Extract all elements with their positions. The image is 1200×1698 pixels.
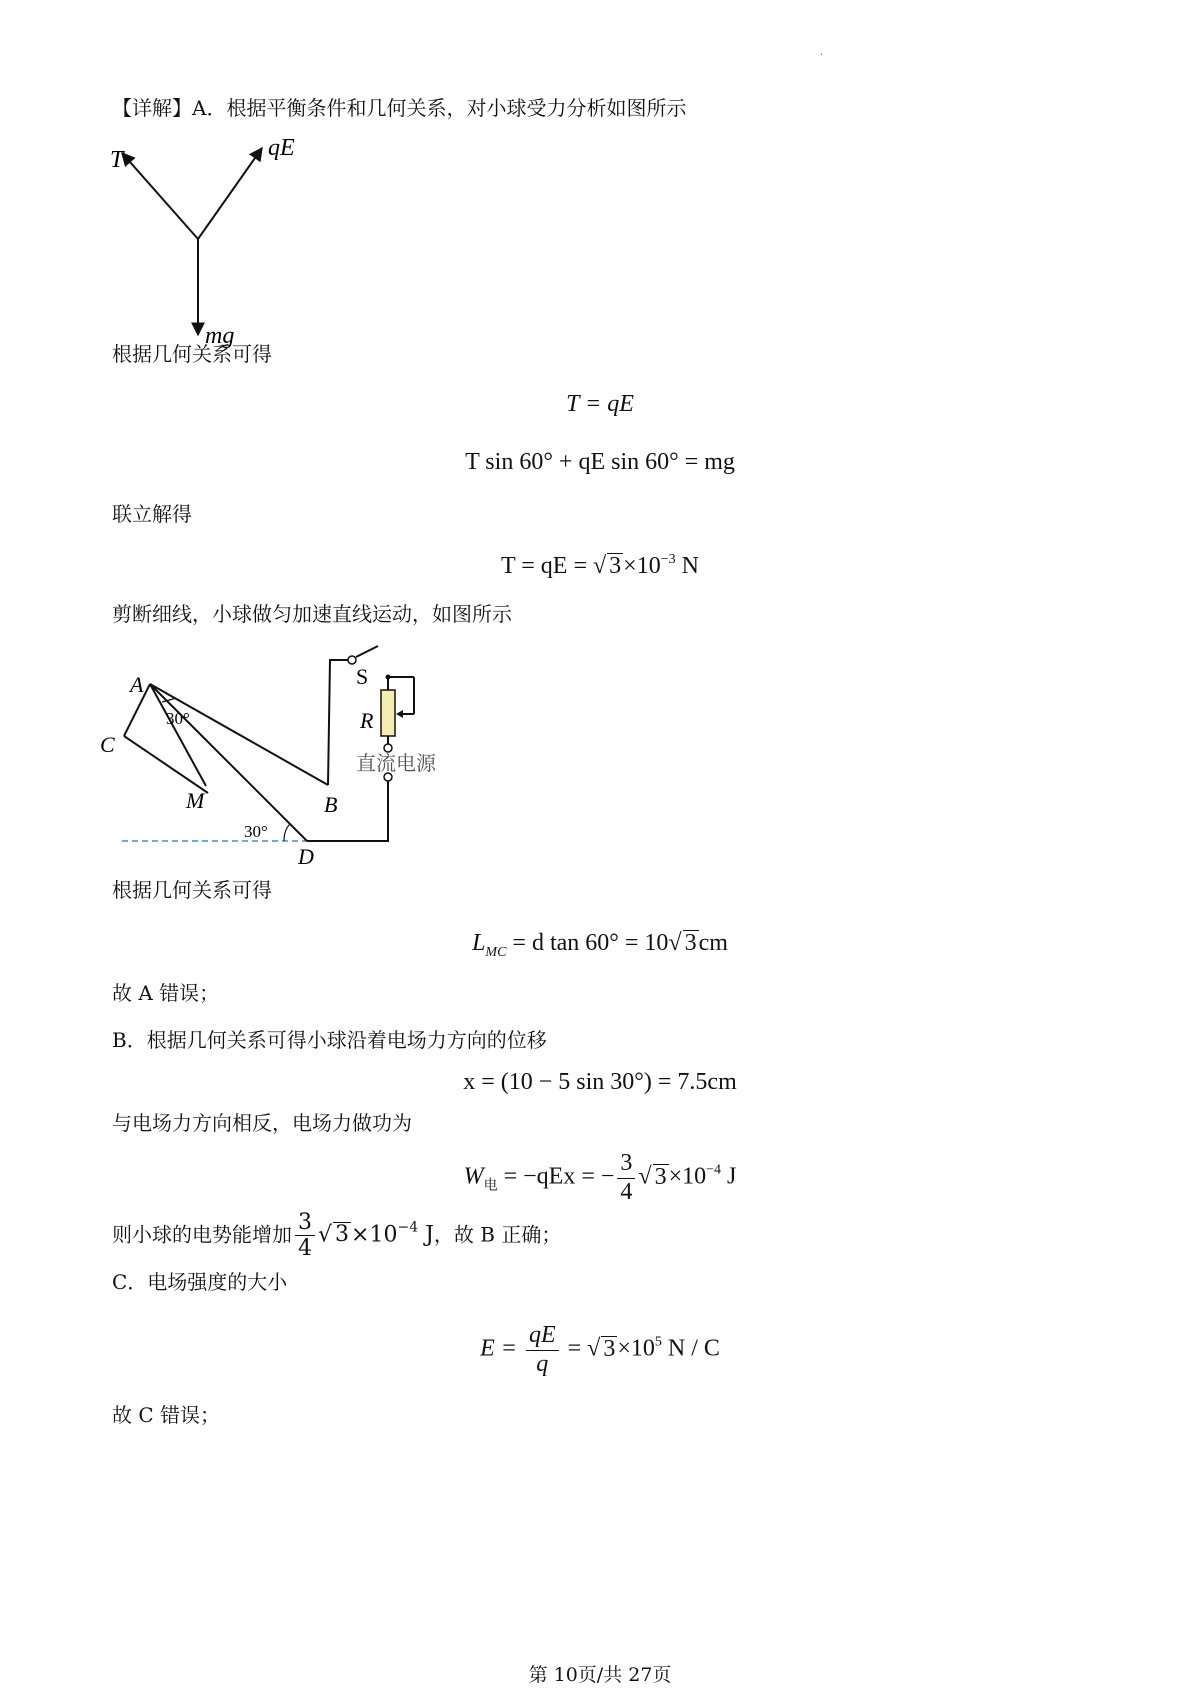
angle-label-A: 30°	[166, 709, 190, 728]
switch-terminal-left	[348, 656, 356, 664]
equation-1: T = qE	[566, 391, 634, 417]
page-number: 第 10页/共 27页	[528, 1664, 672, 1686]
text-opposite-direction: 与电场力方向相反，电场力做功为	[112, 1111, 412, 1135]
text-c-wrong: 故 C 错误；	[112, 1403, 221, 1427]
label-A: A	[130, 672, 144, 697]
text-cut-string: 剪断细线，小球做匀加速直线运动，如图所示	[112, 602, 512, 626]
electric-force-arrow	[198, 148, 262, 239]
line-CM	[124, 736, 208, 793]
label-T: T	[110, 147, 124, 173]
angle-label-D: 30°	[244, 822, 268, 841]
label-M: M	[186, 788, 205, 813]
label-B: B	[324, 792, 338, 817]
text-a-wrong: 故 A 错误；	[112, 981, 220, 1005]
equation-6: $W_电 = -qEx$ = − $\frac{3}{4}$ √ $3\times 10^{-4}$ J	[463, 1150, 737, 1205]
label-R: R	[360, 708, 374, 733]
rheostat-body	[381, 690, 395, 736]
wire-B-S	[328, 660, 348, 785]
equation-7: E = $\frac{qE}{q}$ = √ $3\times 10^5$ N / C	[480, 1322, 720, 1377]
plate-AD	[150, 684, 307, 841]
switch-blade	[356, 646, 378, 657]
source-terminal-top	[384, 744, 392, 752]
circuit-diagram	[100, 640, 470, 875]
tension-arrow	[122, 153, 198, 239]
text-joint-solve: 联立解得	[112, 502, 192, 526]
angle-arc-D	[284, 824, 290, 841]
label-mg: mg	[205, 323, 235, 349]
text-geometry-2: 根据几何关系可得	[112, 878, 272, 902]
wire-source-D	[307, 781, 388, 841]
text-b-conclusion: 则小球的电势能增加 $\frac{3}{4}$ √ $3\times 10^{-4}$ J，故 B 正确；	[112, 1210, 562, 1262]
text-geometry-1: 根据几何关系可得	[112, 342, 272, 366]
label-qE: qE	[268, 135, 295, 161]
force-diagram	[100, 135, 340, 355]
label-D: D	[298, 844, 314, 869]
top-mark: ·	[820, 50, 824, 61]
text-c-statement: C．电场强度的大小	[112, 1270, 288, 1294]
label-C: C	[100, 732, 115, 757]
equation-4: $L_{MC} = d$ tan 60° = 10√ 3cm	[472, 930, 728, 960]
equation-5: x = (10 − 5 sin 30°) = 7.5cm	[463, 1069, 737, 1095]
equation-3: T = qE = √ $3\times 10^{-3}$ N	[501, 552, 699, 579]
rheostat-arrow	[396, 710, 403, 718]
power-source-label: 直流电源	[356, 753, 436, 775]
text-b-statement: B．根据几何关系可得小球沿着电场力方向的位移	[112, 1028, 547, 1052]
detail-heading: 【详解】A．根据平衡条件和几何关系，对小球受力分析如图所示	[112, 96, 687, 120]
label-S: S	[356, 664, 369, 689]
equation-2: T sin 60° + qE sin 60° = mg	[465, 449, 735, 475]
